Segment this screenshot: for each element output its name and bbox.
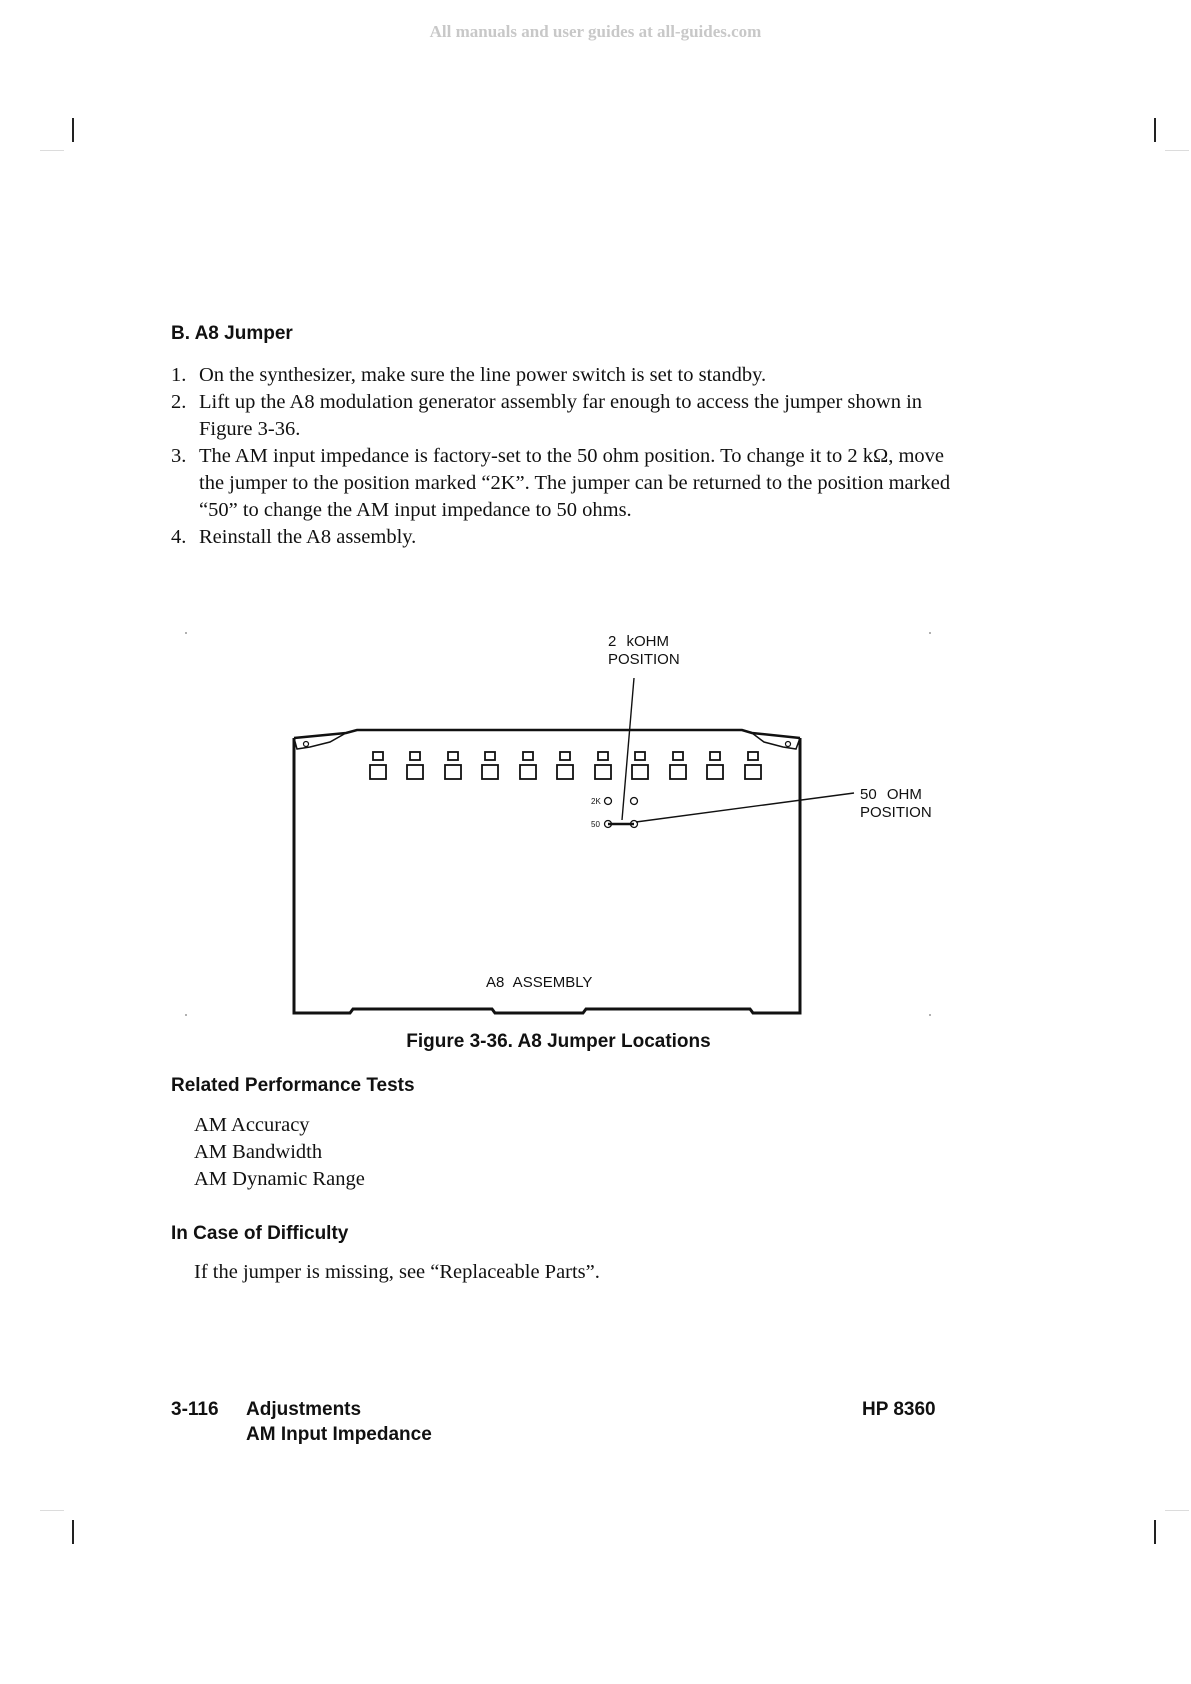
crop-mark-bottom-right — [1154, 1520, 1156, 1544]
leader-line-50 — [636, 793, 854, 822]
crop-tick-bottom-left — [40, 1510, 64, 1511]
step-text: Lift up the A8 modulation generator assembly far enough to access the jumper shown in Figure 3-36. — [199, 391, 923, 440]
section-heading: B. A8 Jumper — [171, 323, 293, 344]
footer-chapter: Adjustments — [246, 1399, 362, 1420]
figure-corner-dot — [185, 632, 187, 634]
mounting-hole-right — [786, 742, 791, 747]
step-number: 2. — [171, 391, 187, 413]
connector — [632, 752, 648, 779]
connector — [670, 752, 686, 779]
pin-label-50: 50 — [591, 820, 600, 829]
list-item: AM Dynamic Range — [194, 1168, 365, 1190]
related-tests-list — [194, 1112, 365, 1193]
connector — [482, 752, 498, 779]
label-2k-line1: 2 kOHM — [608, 633, 670, 650]
connector — [707, 752, 723, 779]
connector — [595, 752, 611, 779]
difficulty-heading: In Case of Difficulty — [171, 1223, 349, 1244]
pin-2k-left — [605, 798, 612, 805]
connector — [557, 752, 573, 779]
step-number: 1. — [171, 364, 187, 386]
footer-page-number: 3-116 — [171, 1399, 219, 1420]
footer-topic: AM Input Impedance — [246, 1424, 432, 1445]
board-label: A8 ASSEMBLY — [486, 974, 593, 991]
figure-corner-dot — [929, 1014, 931, 1016]
watermark: All manuals and user guides at all-guides.com — [429, 22, 762, 41]
figure-corner-dot — [929, 632, 931, 634]
label-50-line1: 50 OHM — [860, 786, 922, 803]
step-text: The AM input impedance is factory-set to the 50 ohm position. To change it to 2 kΩ, move the jumper to the position marked “2K”. The jumper can be returned to the position marked “50” to change the AM input impedance to 50 ohms. — [199, 445, 951, 521]
list-item: AM Bandwidth — [194, 1141, 323, 1163]
connector — [520, 752, 536, 779]
crop-tick-bottom-right — [1165, 1510, 1189, 1511]
crop-mark-bottom-left — [72, 1520, 74, 1544]
figure-corner-dot — [185, 1014, 187, 1016]
step-text: On the synthesizer, make sure the line power switch is set to standby. — [199, 364, 767, 386]
footer-model: HP 8360 — [862, 1399, 936, 1420]
pin-label-2k: 2K — [591, 797, 601, 806]
related-tests-heading: Related Performance Tests — [171, 1075, 415, 1096]
connector — [745, 752, 761, 779]
connector — [370, 752, 386, 779]
step-text: Reinstall the A8 assembly. — [199, 526, 417, 548]
figure-caption: Figure 3-36. A8 Jumper Locations — [406, 1031, 711, 1052]
board-top-edge — [294, 730, 800, 738]
connector-row — [370, 752, 761, 779]
difficulty-text: If the jumper is missing, see “Replaceable Parts”. — [194, 1261, 600, 1283]
step-number: 3. — [171, 445, 187, 467]
pin-2k-right — [631, 798, 638, 805]
label-50-line2: POSITION — [860, 804, 932, 821]
label-2k-line2: POSITION — [608, 651, 680, 668]
mounting-hole-left — [304, 742, 309, 747]
connector — [407, 752, 423, 779]
step-number: 4. — [171, 526, 187, 548]
connector — [445, 752, 461, 779]
list-item: AM Accuracy — [194, 1114, 310, 1136]
